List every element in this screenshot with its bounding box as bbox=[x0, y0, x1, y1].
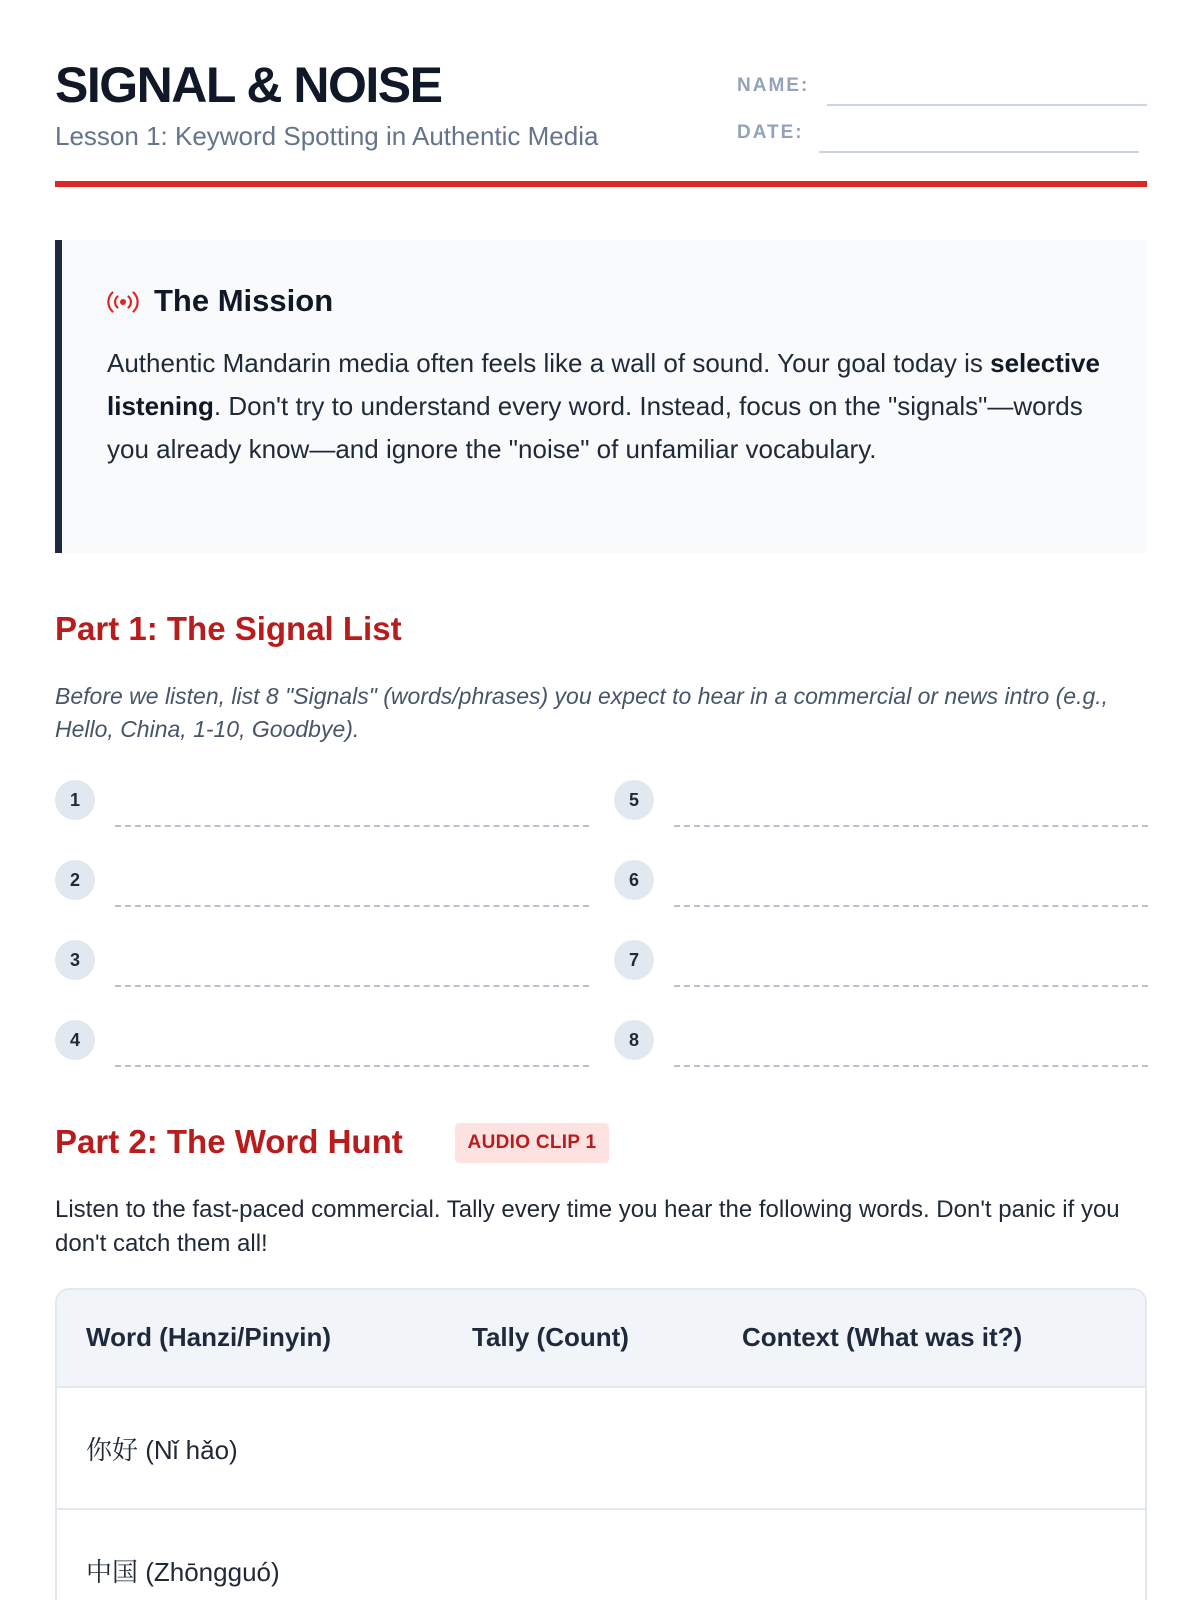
signal-item bbox=[614, 780, 1149, 828]
signal-number: 6 bbox=[614, 860, 654, 900]
signal-item bbox=[614, 940, 1149, 988]
signal-number: 4 bbox=[55, 1020, 95, 1060]
column-header-tally: Tally (Count) bbox=[472, 1322, 629, 1352]
signal-answer-line[interactable] bbox=[674, 1065, 1148, 1067]
word-hunt-table bbox=[55, 1288, 1147, 1600]
signal-number: 3 bbox=[55, 940, 95, 980]
signal-item bbox=[614, 1020, 1149, 1068]
signal-number: 8 bbox=[614, 1020, 654, 1060]
signal-answer-line[interactable] bbox=[674, 985, 1148, 987]
part1-title: Part 1: The Signal List bbox=[55, 610, 402, 647]
signal-item bbox=[55, 940, 590, 988]
column-header-word: Word (Hanzi/Pinyin) bbox=[86, 1322, 332, 1352]
mission-title: The Mission bbox=[154, 283, 334, 318]
signal-answer-line[interactable] bbox=[115, 825, 589, 827]
mission-body-intro: Authentic Mandarin media often feels like a wall of sound. Your goal today is bbox=[107, 348, 991, 378]
part1-instructions: Before we listen, list 8 "Signals" (words/phrases) you expect to hear in a commercial or news intro (e.g., Hello, China, 1-10, Goodbye). bbox=[55, 683, 1109, 742]
date-label: DATE: bbox=[737, 122, 804, 143]
signal-answer-line[interactable] bbox=[115, 985, 589, 987]
mission-body-rest: . Don't try to understand every word. Instead, focus on the "signals"—words you already know—and ignore the "noise" of unfamiliar vocabulary. bbox=[107, 391, 1083, 464]
signal-number: 5 bbox=[614, 780, 654, 820]
mission-box bbox=[55, 240, 1147, 553]
signal-item bbox=[55, 780, 590, 828]
worksheet-subtitle: Lesson 1: Keyword Spotting in Authentic Media bbox=[55, 121, 599, 151]
word-cell: 中国 (Zhōngguó) bbox=[86, 1557, 280, 1587]
mission-body-emphasis: selective listening bbox=[107, 348, 1100, 421]
signal-item bbox=[55, 1020, 590, 1068]
broadcast-icon bbox=[107, 290, 139, 314]
word-cell: 你好 (Nǐ hǎo) bbox=[86, 1435, 238, 1465]
name-label: NAME: bbox=[737, 75, 810, 96]
name-field[interactable] bbox=[827, 104, 1147, 106]
column-header-context: Context (What was it?) bbox=[742, 1322, 1023, 1352]
worksheet-title: SIGNAL & NOISE bbox=[55, 57, 442, 113]
signal-item bbox=[614, 860, 1149, 908]
signal-number: 7 bbox=[614, 940, 654, 980]
date-field[interactable] bbox=[819, 151, 1139, 153]
table-header bbox=[57, 1290, 1145, 1388]
header-divider bbox=[55, 181, 1147, 187]
signal-answer-line[interactable] bbox=[674, 905, 1148, 907]
signal-number: 2 bbox=[55, 860, 95, 900]
worksheet-header bbox=[55, 55, 1147, 190]
table-row bbox=[57, 1510, 1145, 1600]
audio-clip-badge: AUDIO CLIP 1 bbox=[455, 1123, 609, 1163]
signal-answer-line[interactable] bbox=[115, 1065, 589, 1067]
signal-answer-line[interactable] bbox=[115, 905, 589, 907]
signal-item bbox=[55, 860, 590, 908]
table-row bbox=[57, 1388, 1145, 1510]
mission-body bbox=[107, 342, 1107, 471]
part2-title: Part 2: The Word Hunt bbox=[55, 1123, 403, 1160]
part2-description: Listen to the fast-paced commercial. Tally every time you hear the following words. Don't panic if you don't catch them all! bbox=[55, 1196, 1120, 1257]
signal-number: 1 bbox=[55, 780, 95, 820]
signal-answer-line[interactable] bbox=[674, 825, 1148, 827]
